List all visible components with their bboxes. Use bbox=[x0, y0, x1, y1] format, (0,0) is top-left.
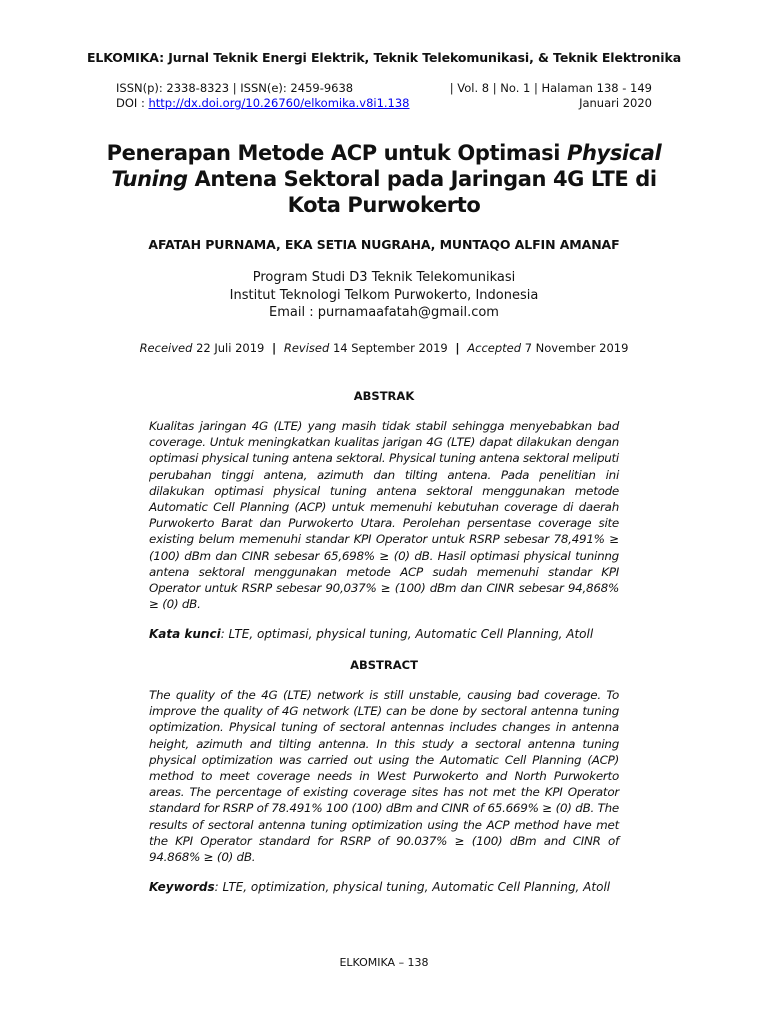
date-separator: | bbox=[455, 341, 460, 355]
keywords-label: Keywords bbox=[149, 880, 215, 894]
paper-title bbox=[100, 140, 668, 218]
affiliation-email: Email : purnamaafatah@gmail.com bbox=[269, 305, 499, 320]
doi-line bbox=[116, 96, 410, 111]
issue-info bbox=[450, 81, 652, 111]
doi-link[interactable]: http://dx.doi.org/10.26760/elkomika.v8i1.138 bbox=[148, 96, 410, 110]
volume-line: | Vol. 8 | No. 1 | Halaman 138 - 149 bbox=[449, 81, 652, 95]
author-list: AFATAH PURNAMA, EKA SETIA NUGRAHA, MUNTAQO ALFIN AMANAF bbox=[148, 237, 620, 252]
submission-dates bbox=[0, 341, 768, 355]
affiliation-institute: Institut Teknologi Telkom Purwokerto, Indonesia bbox=[229, 287, 539, 303]
abstrak-heading: ABSTRAK bbox=[353, 389, 415, 403]
revised-date: 14 September 2019 bbox=[332, 341, 448, 355]
journal-identifiers bbox=[116, 81, 410, 111]
issue-date: Januari 2020 bbox=[579, 96, 652, 110]
abstract-heading: ABSTRACT bbox=[350, 658, 418, 672]
kata-kunci-label: Kata kunci bbox=[149, 627, 221, 641]
accepted-date: 7 November 2019 bbox=[524, 341, 629, 355]
doi-label: DOI : bbox=[116, 96, 149, 110]
revised-label: Revised bbox=[283, 341, 330, 355]
keywords bbox=[149, 880, 629, 894]
date-separator: | bbox=[272, 341, 277, 355]
kata-kunci bbox=[149, 627, 629, 641]
keywords-text: : LTE, optimization, physical tuning, Automatic Cell Planning, Atoll bbox=[214, 880, 611, 894]
page-footer: ELKOMIKA – 138 bbox=[339, 956, 429, 969]
affiliation-block bbox=[0, 269, 768, 322]
title-italic: Physical Tuning bbox=[111, 141, 662, 191]
affiliation-program: Program Studi D3 Teknik Telekomunikasi bbox=[252, 270, 516, 285]
kata-kunci-text: : LTE, optimasi, physical tuning, Automatic Cell Planning, Atoll bbox=[220, 627, 594, 641]
accepted-label: Accepted bbox=[467, 341, 522, 355]
abstrak-body: Kualitas jaringan 4G (LTE) yang masih tidak stabil sehingga menyebabkan bad coverage. Untuk meningkatkan kualitas jarigan 4G (LTE) dapat dilakukan dengan optimasi physical tuning antena sektoral. Physical tuning antena sektoral meliputi perubahan tinggi antena, azimuth dan tilting antena. Pada penelitian ini dilakukan optimasi physical tuning antena sektoral menggunakan metode Automatic Cell Planning (ACP) untuk memenuhi kebutuhan coverage di daerah Purwokerto Barat dan Purwokerto Utara. Perolehan persentase coverage site existing belum memenuhi standar KPI Operator untuk RSRP sebesar 78,491% ≥ (100) dBm dan CINR sebesar 65,698% ≥ (0) dB. Hasil optimasi physical tuninng antena sektoral menggunakan metode ACP sudah memenuhi standar KPI Operator untuk RSRP sebesar 90,037% ≥ (100) dBm dan CINR sebesar 94,868% ≥ (0) dB. bbox=[149, 419, 619, 612]
title-text: Penerapan Metode ACP untuk Optimasi bbox=[106, 141, 567, 165]
abstract-body: The quality of the 4G (LTE) network is still unstable, causing bad coverage. To improve the quality of 4G network (LTE) can be done by sectoral antenna tuning optimization. Physical tuning of sectoral antennas includes changes in antenna height, azimuth and tilting antenna. In this study a sectoral antenna tuning physical optimization was carried out using the Automatic Cell Planning (ACP) method to meet coverage needs in West Purwokerto and North Purwokerto areas. The percentage of existing coverage sites has not met the KPI Operator standard for RSRP of 78.491% 100 (100) dBm and CINR of 65.669% ≥ (0) dB. The results of sectoral antenna tuning optimization using the ACP method have met the KPI Operator standard for RSRP of 90.037% ≥ (100) dBm and CINR of 94.868% ≥ (0) dB. bbox=[149, 688, 619, 865]
received-date: 22 Juli 2019 bbox=[196, 341, 265, 355]
journal-name: ELKOMIKA: Jurnal Teknik Energi Elektrik, Teknik Telekomunikasi, & Teknik Elektronika bbox=[86, 50, 682, 65]
received-label: Received bbox=[139, 341, 193, 355]
title-text-rest: Antena Sektoral pada Jaringan 4G LTE di Kota Purwokerto bbox=[187, 167, 657, 217]
issn-line: ISSN(p): 2338-8323 | ISSN(e): 2459-9638 bbox=[116, 81, 354, 95]
